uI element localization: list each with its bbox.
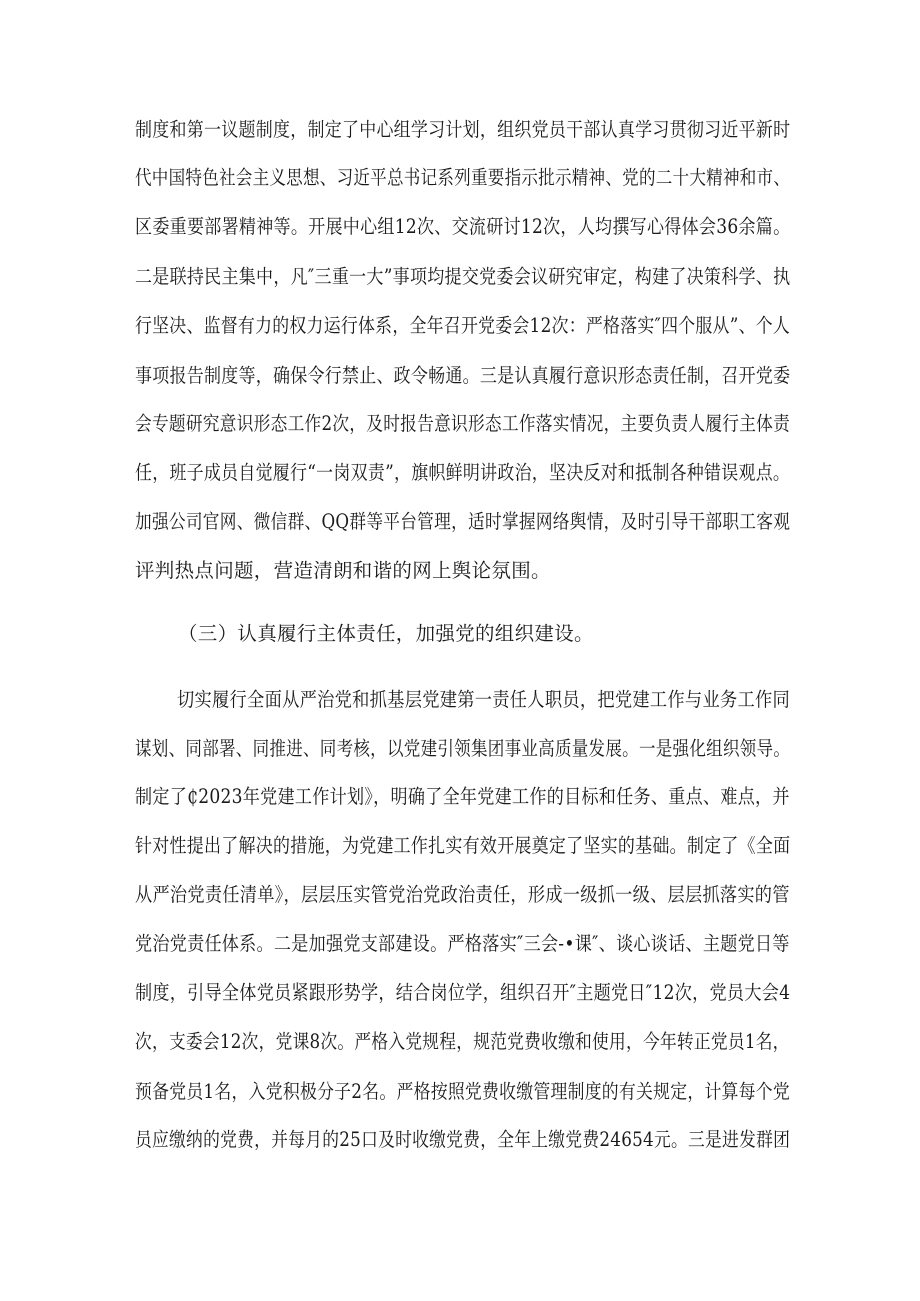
body-text-line: 事项报告制度等，确保令行禁止、政令畅通。三是认真履行意识形态责任制，召开党委 [135, 364, 791, 387]
body-text-line: 预备党员1名，入党积极分子2名。严格按照党费收缴管理制度的有关规定，计算每个党 [135, 1080, 791, 1103]
body-text-line: 从严治党责任清单》，层层压实管党治党政治责任，形成一级抓一级、层层抓落实的管 [135, 883, 790, 906]
body-text-line: 制度和第一议题制度，制定了中心组学习计划，组织党员干部认真学习贯彻习近平新时 [135, 118, 791, 141]
body-text-line: 评判热点问题，营造清朗和谐的网上舆论氛围。 [135, 559, 551, 582]
body-text-line: 制定了₵2023年党建工作计划》，明确了全年党建工作的目标和任务、重点、难点，并 [135, 785, 790, 808]
body-text-line: 二是联持民主集中，凡″三重一大”事项均提交党委会议研究审定，构建了决策科学、执 [135, 265, 791, 288]
body-text-line: 员应缴纳的党费，并每月的25口及时收缴党费，全年上缴党费24654元。三是进发群团 [135, 1128, 791, 1151]
body-text-line: 制度，引导全体党员紧跟形势学，结合岗位学，组织召开″主题党日″12次，党员大会4 [135, 981, 791, 1004]
body-text-line: 代中国特色社会主义思想、习近平总书记系列重要指示批示精神、党的二十大精神和市、 [135, 166, 791, 189]
body-text-line: 区委重要部署精神等。开展中心组12次、交流研讨12次，人均撰写心得体会36余篇。 [135, 215, 791, 238]
body-text-line: 针对性提出了解决的措施，为党建工作扎实有效开展奠定了坚实的基础。制定了《全面 [135, 834, 791, 857]
body-text-line: 次，支委会12次，党课8次。严格入党规程，规范党费收缴和使用，今年转正党员1名， [135, 1030, 790, 1053]
body-text-line: 切实履行全面从严治党和抓基层党建第一责任人职员，把党建工作与业务工作同 [177, 688, 791, 711]
body-text-line: 会专题研究意识形态工作2次，及时报告意识形态工作落实情况，主要负责人履行主体责 [135, 412, 791, 435]
body-text-line: 行坚决、监督有力的权力运行体系，全年召开党委会12次：严格落实″四个服从”、个人 [135, 314, 791, 337]
body-text-line: 加强公司官网、微信群、QQ群等平台管理，适时掌握网络舆情，及时引导干部职工客观 [135, 510, 791, 533]
body-text-line: 谋划、同部署、同推进、同考核，以党建引领集团事业高质量发展。一是强化组织领导。 [135, 737, 791, 760]
body-text-line: 任，班子成员自觉履行“一岗双责”，旗帜鲜明讲政治，坚决反对和抵制各种错误观点。 [135, 461, 791, 484]
section-heading: （三）认真履行主体责任，加强党的组织建设。 [178, 622, 594, 645]
body-text-line: 党治党责任体系。二是加强党支部建设。严格落实″三会-•课″、谈心谈话、主题党日等 [135, 932, 790, 955]
